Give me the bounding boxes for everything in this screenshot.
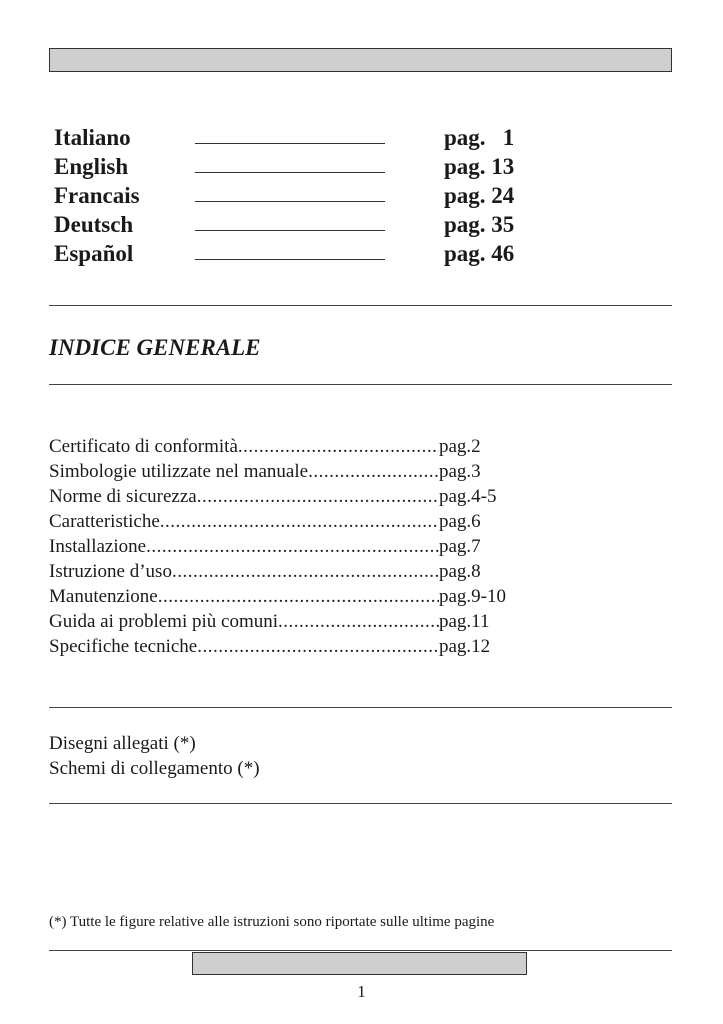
toc-row[interactable]	[49, 534, 529, 559]
toc-label: Guida ai problemi più comuni .....	[49, 609, 439, 634]
attachment-item[interactable]: Schemi di collegamento (*)	[49, 758, 260, 779]
attachment-item[interactable]: Disegni allegati (*)	[49, 733, 196, 754]
language-page: pag. 1	[444, 125, 515, 150]
leader-line	[195, 201, 385, 202]
language-row[interactable]	[54, 181, 534, 210]
toc-row[interactable]	[49, 484, 529, 509]
language-name: Deutsch	[54, 212, 134, 237]
toc-row[interactable]	[49, 459, 529, 484]
toc-row[interactable]	[49, 559, 529, 584]
footer-bar	[192, 952, 527, 975]
toc-label: Specifiche tecniche .....	[49, 634, 439, 659]
toc-page: pag.3	[439, 461, 481, 482]
page-number: 1	[357, 982, 366, 1001]
language-page: pag. 35	[444, 212, 515, 237]
toc-row[interactable]	[49, 509, 529, 534]
divider	[49, 803, 672, 804]
toc-label: Manutenzione .....	[49, 584, 439, 609]
toc-page: pag.2	[439, 436, 481, 457]
divider	[49, 305, 672, 306]
index-title: INDICE GENERALE	[49, 335, 261, 360]
divider	[49, 950, 672, 951]
toc-label: Simbologie utilizzate nel manuale .....	[49, 459, 439, 484]
toc-page: pag.12	[439, 636, 491, 657]
divider	[49, 707, 672, 708]
language-page: pag. 46	[444, 241, 515, 266]
language-index	[54, 123, 534, 268]
toc-page: pag.7	[439, 536, 481, 557]
toc-label: Norme di sicurezza .....	[49, 484, 439, 509]
language-name: English	[54, 154, 129, 179]
leader-line	[195, 259, 385, 260]
toc-row[interactable]	[49, 584, 529, 609]
language-row[interactable]	[54, 152, 534, 181]
toc-page: pag.11	[439, 611, 490, 632]
toc-label: Caratteristiche .....	[49, 509, 439, 534]
table-of-contents	[49, 434, 529, 659]
toc-row[interactable]	[49, 634, 529, 659]
language-page: pag. 13	[444, 154, 515, 179]
leader-line	[195, 172, 385, 173]
language-row[interactable]	[54, 210, 534, 239]
toc-page: pag.6	[439, 511, 481, 532]
language-name: Español	[54, 241, 134, 266]
toc-row[interactable]	[49, 434, 529, 459]
toc-label: Certificato di conformità .....	[49, 434, 439, 459]
language-row[interactable]	[54, 123, 534, 152]
toc-label: Istruzione d’uso .....	[49, 559, 439, 584]
leader-line	[195, 143, 385, 144]
language-name: Italiano	[54, 125, 131, 150]
toc-row[interactable]	[49, 609, 529, 634]
leader-line	[195, 230, 385, 231]
toc-page: pag.4-5	[439, 486, 497, 507]
toc-page: pag.9-10	[439, 586, 507, 607]
language-page: pag. 24	[444, 183, 515, 208]
divider	[49, 384, 672, 385]
attachments	[49, 731, 260, 781]
footnote: (*) Tutte le figure relative alle istruzioni sono riportate sulle ultime pagine	[49, 914, 495, 930]
header-bar	[49, 48, 672, 72]
language-name: Francais	[54, 183, 140, 208]
toc-page: pag.8	[439, 561, 481, 582]
toc-label: Installazione .....	[49, 534, 439, 559]
language-row[interactable]	[54, 239, 534, 268]
